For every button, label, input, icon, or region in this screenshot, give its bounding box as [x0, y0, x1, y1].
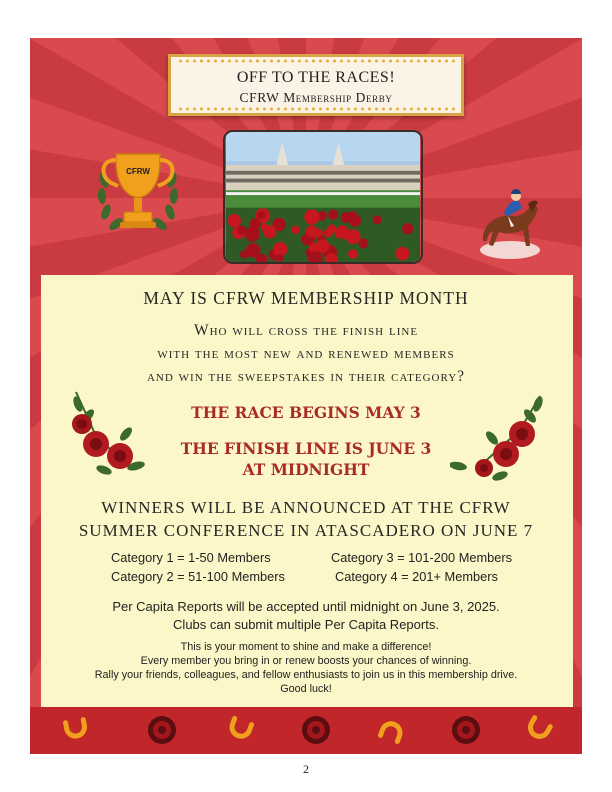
footer-band: [30, 707, 582, 754]
rose-bloom: [402, 223, 413, 234]
rose-bloom: [373, 215, 382, 224]
headline: MAY IS CFRW MEMBERSHIP MONTH: [143, 288, 469, 308]
rose-bloom: [228, 214, 241, 227]
jockey-icon: [464, 170, 546, 262]
rose-bloom: [276, 254, 284, 262]
race-begins: THE RACE BEGINS MAY 3: [191, 403, 421, 422]
horseshoe-icon: [527, 718, 550, 740]
rose-icon: [148, 716, 176, 744]
page-number: 2: [303, 762, 309, 776]
rose-bloom: [346, 229, 361, 244]
racetrack-photo: [223, 130, 423, 264]
horseshoe-icon: [66, 720, 86, 738]
per-capita-line: Clubs can submit multiple Per Capita Reports.: [173, 617, 439, 632]
winners-line: SUMMER CONFERENCE IN ATASCADERO ON JUNE 7: [78, 521, 534, 540]
rose-bloom: [250, 218, 261, 229]
closing-line: Rally your friends, colleagues, and fellow enthusiasts to join us in this membership drive.: [94, 669, 518, 681]
rose-cluster-left: [66, 386, 162, 482]
trophy-label: CFRW: [126, 167, 150, 176]
rose-bloom: [348, 249, 358, 259]
closing-line: Every member you bring in or renew boosts your chances of winning.: [140, 655, 472, 667]
winners-line: WINNERS WILL BE ANNOUNCED AT THE CFRW: [101, 498, 511, 517]
finish-line: THE FINISH LINE IS JUNE 3: [180, 439, 432, 458]
marquee-lights: [177, 107, 455, 111]
rose-bloom: [306, 225, 318, 237]
page-title: OFF TO THE RACES!: [236, 69, 396, 86]
rose-bloom: [324, 229, 333, 238]
rose-cluster-right: [450, 390, 550, 486]
flyer: [30, 38, 582, 754]
rose-bloom: [237, 225, 247, 235]
page-subtitle: CFRW Membership Derby: [239, 90, 393, 105]
closing-line: Good luck!: [280, 683, 332, 695]
question-line: with the most new and renewed members: [157, 345, 455, 362]
category-4: Category 4 = 201+ Members: [335, 569, 498, 584]
marquee-lights: [177, 59, 455, 63]
rose-bloom: [316, 239, 330, 253]
rose-bloom: [261, 224, 269, 232]
rose-bloom: [304, 209, 319, 224]
footer-icons: [30, 707, 582, 754]
horseshoe-icon: [380, 721, 402, 741]
category-3: Category 3 = 101-200 Members: [331, 550, 513, 565]
rose-bloom: [358, 238, 368, 248]
rose-bloom: [335, 230, 343, 238]
per-capita-line: Per Capita Reports will be accepted until midnight on June 3, 2025.: [112, 599, 500, 614]
horseshoe-icon: [229, 718, 251, 738]
rose-bloom: [341, 212, 352, 223]
title-marquee: [168, 54, 464, 116]
rose-icon: [302, 716, 330, 744]
finish-line-time: AT MIDNIGHT: [242, 460, 370, 479]
question-line: and win the sweepstakes in their category?: [146, 368, 466, 385]
closing-line: This is your moment to shine and make a difference!: [180, 641, 432, 653]
rose-bloom: [291, 226, 299, 234]
category-2: Category 2 = 51-100 Members: [111, 569, 285, 584]
rose-icon: [452, 716, 480, 744]
rose-bloom: [257, 211, 265, 219]
question-line: Who will cross the finish line: [193, 322, 419, 339]
trophy-icon: [92, 140, 184, 240]
category-1: Category 1 = 1-50 Members: [111, 550, 271, 565]
rose-bloom: [240, 250, 248, 258]
rose-bloom: [328, 209, 338, 219]
rose-bloom: [396, 247, 410, 261]
